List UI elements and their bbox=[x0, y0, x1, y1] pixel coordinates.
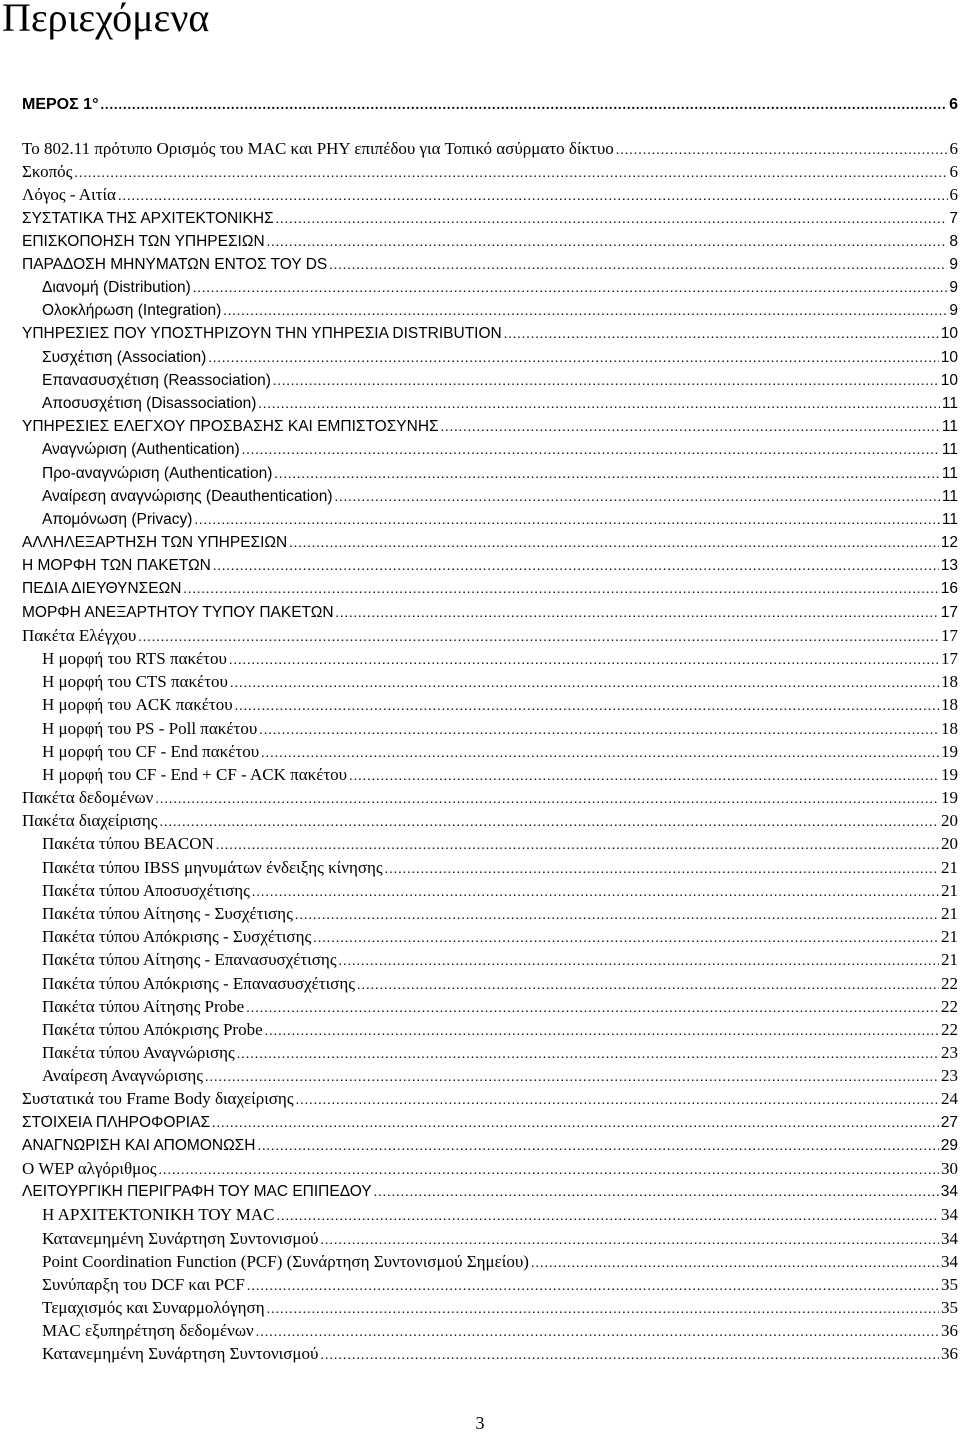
toc-entry-label: Αναγνώριση (Authentication) bbox=[42, 441, 240, 459]
toc-entry-label: Συνύπαρξη του DCF και PCF bbox=[42, 1274, 245, 1294]
toc-leader-dots bbox=[320, 1345, 939, 1367]
toc-entry-page: 12 bbox=[940, 534, 958, 552]
toc-entry-label: Πακέτα Ελέγχου bbox=[22, 625, 137, 645]
toc-leader-dots bbox=[357, 975, 939, 997]
toc-entry[interactable] bbox=[22, 231, 958, 253]
toc-entry[interactable] bbox=[22, 532, 958, 554]
toc-entry-label: Πακέτα τύπου Απόκρισης - Επανασυσχέτισης bbox=[42, 973, 355, 993]
toc-entry-page: 10 bbox=[940, 348, 958, 366]
toc-entry-page: 11 bbox=[941, 395, 958, 412]
toc-entry[interactable] bbox=[22, 926, 958, 948]
toc-entry-label: ΣΥΣΤΑΤΙΚΑ ΤΗΣ ΑΡΧΙΤΕΚΤΟΝΙΚΗΣ bbox=[22, 209, 274, 227]
toc-entry-label: ΥΠΗΡΕΣΙΕΣ ΠΟΥ ΥΠΟΣΤΗΡΙΖΟΥΝ ΤΗΝ ΥΠΗΡΕΣΙΑ DISTRIBUTION bbox=[22, 325, 502, 343]
toc-entry-page: 11 bbox=[941, 441, 958, 459]
toc-leader-dots bbox=[273, 371, 939, 393]
toc-entry[interactable] bbox=[22, 903, 958, 925]
toc-entry-label: ΛΕΙΤΟΥΡΓΙΚΗ ΠΕΡΙΓΡΑΦΗ ΤΟΥ MAC ΕΠΙΠΕΔΟΥ bbox=[22, 1183, 372, 1201]
toc-entry[interactable] bbox=[22, 949, 958, 971]
toc-entry-page: 34 bbox=[941, 1228, 958, 1248]
toc-leader-dots bbox=[230, 673, 939, 695]
toc-entry[interactable] bbox=[22, 416, 958, 438]
toc-entry-page: 11 bbox=[941, 464, 958, 482]
toc-entry-page: 17 bbox=[941, 649, 958, 668]
toc-entry-label: Πακέτα τύπου BEACON bbox=[42, 834, 214, 854]
toc-entry-page: 13 bbox=[940, 557, 958, 575]
toc-entry-label: Αναίρεση αναγνώρισης (Deauthentication) bbox=[42, 487, 333, 505]
toc-entry[interactable] bbox=[22, 1112, 958, 1134]
toc-entry[interactable] bbox=[22, 718, 958, 740]
toc-entry-page: 19 bbox=[941, 764, 958, 784]
toc-entry-label: Πακέτα δεδομένων bbox=[22, 788, 154, 807]
toc-entry-label: Η μορφή του CTS πακέτου bbox=[42, 672, 228, 692]
toc-entry-label: Η ΑΡΧΙΤΕΚΤΟΝΙΚΗ ΤΟΥ MAC bbox=[42, 1205, 275, 1225]
toc-entry[interactable] bbox=[22, 602, 958, 624]
toc-entry-label: ΜΕΡΟΣ 1° bbox=[22, 96, 99, 113]
toc-leader-dots bbox=[339, 951, 939, 973]
toc-leader-dots bbox=[296, 1090, 939, 1112]
toc-leader-dots bbox=[183, 579, 938, 601]
toc-entry[interactable] bbox=[22, 555, 958, 577]
toc-entry-label: Πακέτα τύπου IBSS μηνυμάτων ένδειξης κίνησης bbox=[42, 857, 383, 877]
toc-entry-page: 18 bbox=[941, 672, 958, 692]
toc-leader-dots bbox=[193, 278, 948, 300]
toc-entry-page: 30 bbox=[941, 1158, 958, 1178]
toc-leader-dots bbox=[216, 835, 939, 857]
toc-leader-dots bbox=[261, 743, 939, 765]
toc-entry-label: Επανασυσχέτιση (Reassociation) bbox=[42, 371, 271, 389]
toc-entry-page: 17 bbox=[940, 603, 958, 621]
toc-entry-label: Λόγος - Αιτία bbox=[22, 185, 116, 205]
toc-entry-page: 18 bbox=[941, 718, 958, 738]
toc-entry[interactable] bbox=[22, 184, 958, 206]
toc-leader-dots bbox=[237, 1044, 939, 1066]
toc-entry-label: Πακέτα διαχείρισης bbox=[22, 811, 158, 831]
toc-entry[interactable] bbox=[22, 787, 958, 809]
toc-leader-dots bbox=[267, 1299, 939, 1321]
toc-leader-dots bbox=[276, 209, 948, 231]
toc-entry-page: 9 bbox=[949, 302, 958, 320]
toc-entry[interactable] bbox=[22, 1320, 958, 1342]
toc-entry-page: 34 bbox=[941, 1251, 958, 1271]
toc-entry-label: ΠΑΡΑΔΟΣΗ ΜΗΝΥΜΑΤΩΝ ΕΝΤΟΣ ΤΟΥ DS bbox=[22, 255, 328, 273]
toc-entry-page: 21 bbox=[941, 857, 958, 877]
toc-entry-page: 6 bbox=[949, 185, 958, 205]
toc-entry-label: Σκοπός bbox=[22, 162, 73, 182]
toc-entry[interactable] bbox=[22, 671, 958, 693]
toc-entry-page: 21 bbox=[941, 950, 958, 970]
toc-entry-page: 17 bbox=[941, 625, 958, 645]
toc-leader-dots bbox=[205, 1067, 939, 1089]
page-number: 3 bbox=[475, 1413, 485, 1433]
toc-leader-dots bbox=[257, 1136, 938, 1158]
toc-leader-dots bbox=[242, 440, 940, 462]
toc-entry-label: Η ΜΟΡΦΗ ΤΩΝ ΠΑΚΕΤΩΝ bbox=[22, 557, 211, 575]
toc-entry[interactable] bbox=[22, 880, 958, 902]
toc-leader-dots bbox=[229, 650, 939, 672]
toc-entry[interactable] bbox=[22, 509, 958, 531]
toc-entry-page: 34 bbox=[940, 1183, 958, 1201]
toc-entry-page: 23 bbox=[941, 1066, 958, 1086]
toc-leader-dots bbox=[289, 533, 939, 555]
toc-leader-dots bbox=[208, 348, 938, 370]
toc-entry-page: 29 bbox=[940, 1136, 958, 1154]
toc-entry-label: ΣΤΟΙΧΕΙΑ ΠΛΗΡΟΦΟΡΙΑΣ bbox=[22, 1113, 211, 1131]
toc-entry-page: 27 bbox=[940, 1113, 958, 1131]
toc-entry[interactable] bbox=[22, 254, 958, 276]
toc-entry[interactable] bbox=[22, 1204, 958, 1226]
toc-entry[interactable] bbox=[22, 625, 958, 647]
toc-entry-label: Απομόνωση (Privacy) bbox=[42, 510, 193, 528]
toc-entry[interactable] bbox=[22, 208, 958, 230]
toc-entry-page: 19 bbox=[941, 741, 958, 761]
toc-entry[interactable] bbox=[22, 1181, 958, 1203]
toc-entry[interactable] bbox=[22, 323, 958, 345]
toc-entry[interactable] bbox=[22, 810, 958, 832]
toc-entry-label: Κατανεμημένη Συνάρτηση Συντονισμού bbox=[42, 1344, 319, 1364]
toc-entry-label: ΥΠΗΡΕΣΙΕΣ ΕΛΕΓΧΟΥ ΠΡΟΣΒΑΣΗΣ ΚΑΙ ΕΜΠΙΣΤΟΣΥΝΗΣ bbox=[22, 418, 439, 436]
toc-entry[interactable] bbox=[22, 578, 958, 600]
toc-entry-page: 21 bbox=[941, 880, 958, 900]
toc-entry-page: 23 bbox=[941, 1043, 958, 1062]
toc-leader-dots bbox=[335, 487, 940, 509]
toc-leader-dots bbox=[295, 905, 939, 927]
toc-entry-label: ΑΝΑΓΝΩΡΙΣΗ ΚΑΙ ΑΠΟΜΟΝΩΣΗ bbox=[22, 1136, 256, 1154]
toc-entry[interactable] bbox=[22, 1019, 958, 1041]
toc-entry[interactable] bbox=[22, 741, 958, 763]
toc-leader-dots bbox=[276, 1206, 939, 1228]
toc-entry[interactable] bbox=[22, 439, 958, 461]
toc-entry[interactable] bbox=[22, 996, 958, 1018]
toc-entry-label: Πακέτα τύπου Απόκρισης - Συσχέτισης bbox=[42, 927, 312, 947]
toc-entry-page: 9 bbox=[949, 279, 958, 297]
toc-entry-label: Το 802.11 πρότυπο Ορισμός του MAC και PHY επιπέδου για Τοπικό ασύρματο δίκτυο bbox=[22, 139, 614, 158]
toc-entry[interactable] bbox=[22, 277, 958, 299]
toc-entry-label: O WEP αλγόριθμος bbox=[22, 1158, 157, 1178]
toc-entry-page: 24 bbox=[941, 1089, 958, 1109]
page-title: Περιεχόμενα bbox=[2, 0, 210, 40]
toc-entry-page: 35 bbox=[941, 1298, 958, 1317]
toc-entry-page: 10 bbox=[940, 325, 958, 343]
toc-entry-label: Προ-αναγνώριση (Authentication) bbox=[42, 464, 273, 482]
toc-entry-page: 11 bbox=[941, 487, 958, 505]
toc-entry-page: 36 bbox=[941, 1321, 958, 1341]
toc-entry-page: 9 bbox=[949, 255, 958, 273]
toc-leader-dots bbox=[194, 510, 939, 532]
toc-leader-dots bbox=[320, 1230, 939, 1252]
toc-entry-label: Συστατικά του Frame Body διαχείρισης bbox=[22, 1089, 294, 1109]
toc-entry[interactable] bbox=[22, 973, 958, 995]
toc-entry-label: Τεμαχισμός και Συναρμολόγηση bbox=[42, 1298, 265, 1317]
toc-leader-dots bbox=[159, 812, 939, 834]
toc-entry[interactable] bbox=[22, 1251, 958, 1273]
toc-entry[interactable] bbox=[22, 1343, 958, 1365]
toc-leader-dots bbox=[267, 232, 948, 254]
toc-entry-label: Η μορφή του PS - Poll πακέτου bbox=[42, 718, 258, 738]
toc-leader-dots bbox=[212, 1113, 939, 1135]
toc-leader-dots bbox=[265, 1021, 939, 1043]
toc-entry-page: 6 bbox=[949, 96, 958, 113]
toc-entry-page: 20 bbox=[941, 834, 958, 854]
toc-leader-dots bbox=[158, 1160, 939, 1182]
toc-leader-dots bbox=[349, 766, 939, 788]
toc-leader-dots bbox=[223, 301, 947, 323]
toc-leader-dots bbox=[100, 95, 947, 117]
toc-entry-label: MAC εξυπηρέτηση δεδομένων bbox=[42, 1321, 254, 1341]
toc-leader-dots bbox=[259, 720, 939, 742]
toc-entry-label: Πακέτα τύπου Αίτησης - Επανασυσχέτισης bbox=[42, 950, 337, 970]
toc-leader-dots bbox=[213, 556, 939, 578]
toc-entry-label: Η μορφή του ACK πακέτου bbox=[42, 695, 233, 715]
toc-entry-page: 36 bbox=[941, 1344, 958, 1364]
toc-entry-page: 20 bbox=[941, 811, 958, 831]
toc-entry-page: 11 bbox=[941, 510, 958, 528]
toc-entry-label: Αποσυσχέτιση (Disassociation) bbox=[42, 395, 257, 412]
toc-leader-dots bbox=[616, 140, 948, 162]
toc-entry[interactable] bbox=[22, 370, 958, 392]
toc-entry-label: Η μορφή του RTS πακέτου bbox=[42, 649, 227, 668]
toc-entry[interactable] bbox=[22, 1065, 958, 1087]
toc-leader-dots bbox=[258, 394, 940, 416]
toc-entry-label: Κατανεμημένη Συνάρτηση Συντονισμού bbox=[42, 1228, 319, 1248]
toc-entry[interactable] bbox=[22, 1228, 958, 1250]
toc-entry[interactable] bbox=[22, 393, 958, 415]
toc-leader-dots bbox=[246, 998, 939, 1020]
toc-entry[interactable] bbox=[22, 694, 958, 716]
toc-entry[interactable] bbox=[22, 857, 958, 879]
toc-leader-dots bbox=[336, 603, 939, 625]
toc-entry-label: Αναίρεση Αναγνώρισης bbox=[42, 1066, 204, 1086]
toc-entry-label: ΜΟΡΦΗ ΑΝΕΞΑΡΤΗΤΟΥ ΤΥΠΟΥ ΠΑΚΕΤΩΝ bbox=[22, 603, 334, 621]
toc-entry[interactable] bbox=[22, 833, 958, 855]
toc-entry-label: Διανομή (Distribution) bbox=[42, 279, 191, 297]
toc-leader-dots bbox=[247, 1276, 939, 1298]
toc-entry-label: ΕΠΙΣΚΟΠΟΗΣΗ ΤΩΝ ΥΠΗΡΕΣΙΩΝ bbox=[22, 232, 265, 250]
toc-leader-dots bbox=[504, 324, 939, 346]
toc-entry-page: 21 bbox=[941, 927, 958, 947]
toc-entry[interactable] bbox=[22, 161, 958, 183]
toc-entry-label: Η μορφή του CF - End + CF - ACK πακέτου bbox=[42, 764, 348, 784]
toc-entry-label: Πακέτα τύπου Αίτησης - Συσχέτισης bbox=[42, 903, 293, 923]
toc-leader-dots bbox=[235, 696, 939, 718]
toc-entry-page: 6 bbox=[949, 162, 958, 182]
toc-leader-dots bbox=[74, 163, 947, 185]
toc-leader-dots bbox=[274, 464, 940, 486]
toc-entry[interactable] bbox=[22, 300, 958, 322]
toc-entry[interactable] bbox=[22, 1135, 958, 1157]
toc-entry-page: 34 bbox=[941, 1205, 958, 1225]
toc-entry-label: Η μορφή του CF - End πακέτου bbox=[42, 741, 260, 761]
toc-entry-label: Συσχέτιση (Association) bbox=[42, 348, 207, 366]
toc-leader-dots bbox=[374, 1182, 939, 1204]
toc-entry-page: 10 bbox=[940, 371, 958, 389]
toc-entry-page: 19 bbox=[941, 788, 958, 807]
toc-leader-dots bbox=[252, 882, 939, 904]
toc-entry[interactable] bbox=[22, 1158, 958, 1180]
toc-entry[interactable] bbox=[22, 1274, 958, 1296]
toc-entry[interactable] bbox=[22, 347, 958, 369]
toc-entry-page: 7 bbox=[949, 209, 958, 227]
toc-leader-dots bbox=[329, 255, 947, 277]
toc-entry-page: 22 bbox=[941, 1019, 958, 1039]
toc-leader-dots bbox=[118, 186, 948, 208]
toc-entry-label: Ολοκλήρωση (Integration) bbox=[42, 302, 222, 320]
toc-entry-label: ΠΕΔΙΑ ΔΙΕΥΘΥΝΣΕΩΝ bbox=[22, 580, 182, 598]
toc-leader-dots bbox=[155, 789, 939, 811]
toc-entry-label: Point Coordination Function (PCF) (Συνάρτηση Συντονισμού Σημείου) bbox=[42, 1251, 529, 1271]
toc-entry-page: 22 bbox=[941, 996, 958, 1016]
toc-entry-page: 21 bbox=[941, 903, 958, 923]
toc-entry-label: Πακέτα τύπου Αίτησης Probe bbox=[42, 996, 245, 1016]
toc-entry-label: Πακέτα τύπου Απόκρισης Probe bbox=[42, 1019, 263, 1039]
toc-entry-page: 8 bbox=[949, 232, 958, 250]
toc-leader-dots bbox=[385, 859, 939, 881]
toc-leader-dots bbox=[441, 417, 940, 439]
toc-leader-dots bbox=[531, 1253, 939, 1275]
toc-entry[interactable] bbox=[22, 138, 958, 160]
toc-entry-page: 18 bbox=[941, 695, 958, 715]
toc-entry-page: 11 bbox=[941, 418, 958, 436]
toc-entry[interactable] bbox=[22, 764, 958, 786]
toc-entry[interactable] bbox=[22, 1042, 958, 1064]
toc-entry-label: ΑΛΛΗΛΕΞΑΡΤΗΣΗ ΤΩΝ ΥΠΗΡΕΣΙΩΝ bbox=[22, 534, 288, 552]
toc-entry[interactable] bbox=[22, 486, 958, 508]
toc-entry[interactable] bbox=[22, 463, 958, 485]
toc-entry-label: Πακέτα τύπου Αποσυσχέτισης bbox=[42, 880, 250, 900]
toc-leader-dots bbox=[138, 627, 939, 649]
toc-entry[interactable] bbox=[22, 648, 958, 670]
toc-entry-page: 35 bbox=[941, 1274, 958, 1294]
toc-entry[interactable] bbox=[22, 94, 958, 116]
toc-entry[interactable] bbox=[22, 1088, 958, 1110]
toc-entry[interactable] bbox=[22, 1297, 958, 1319]
toc-leader-dots bbox=[313, 928, 939, 950]
toc-entry-label: Πακέτα τύπου Αναγνώρισης bbox=[42, 1043, 235, 1062]
toc-leader-dots bbox=[256, 1322, 939, 1344]
toc-entry-page: 6 bbox=[949, 139, 958, 158]
toc-entry-page: 22 bbox=[941, 973, 958, 993]
toc-entry-page: 16 bbox=[940, 580, 958, 598]
